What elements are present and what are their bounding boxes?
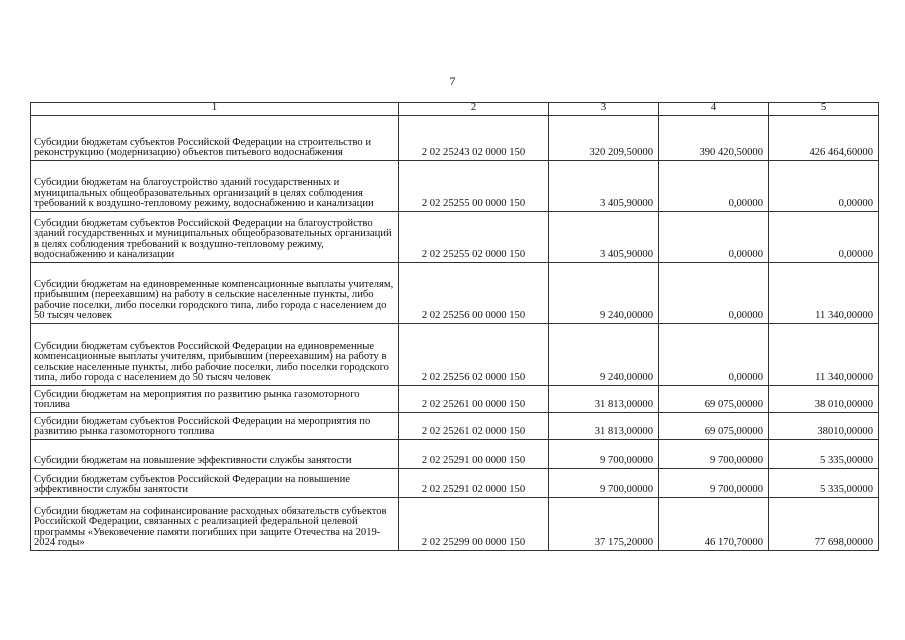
code-cell: 2 02 25291 02 0000 150 [399, 469, 549, 498]
description-cell: Субсидии бюджетам на мероприятия по развитию рынка газомоторного топлива [31, 386, 399, 413]
value-col5-cell: 38 010,00000 [769, 386, 879, 413]
value-col5-cell: 426 464,60000 [769, 116, 879, 161]
table-row [31, 386, 879, 413]
description-cell: Субсидии бюджетам на повышение эффективности службы занятости [31, 440, 399, 469]
code-cell: 2 02 25255 02 0000 150 [399, 212, 549, 263]
description-cell: Субсидии бюджетам субъектов Российской Федерации на единовременные компенсационные выплаты учителям, прибывшим (переехавшим) на работу в сельские населенные пункты, либо рабочие поселки, либо поселки городского типа, либо города с населением до 50 тысяч человек [31, 324, 399, 386]
value-col3-cell: 37 175,20000 [549, 498, 659, 551]
table-row [31, 212, 879, 263]
budget-table [30, 102, 879, 551]
code-cell: 2 02 25299 00 0000 150 [399, 498, 549, 551]
value-col5-cell: 5 335,00000 [769, 469, 879, 498]
value-col5-cell: 0,00000 [769, 161, 879, 212]
code-cell: 2 02 25256 00 0000 150 [399, 263, 549, 324]
code-cell: 2 02 25261 02 0000 150 [399, 413, 549, 440]
value-col5-cell: 0,00000 [769, 212, 879, 263]
code-cell: 2 02 25255 00 0000 150 [399, 161, 549, 212]
value-col5-cell: 5 335,00000 [769, 440, 879, 469]
value-col4-cell: 390 420,50000 [659, 116, 769, 161]
table-row [31, 116, 879, 161]
table-row [31, 324, 879, 386]
table-row [31, 161, 879, 212]
description-cell: Субсидии бюджетам субъектов Российской Федерации на мероприятия по развитию рынка газомоторного топлива [31, 413, 399, 440]
column-header: 3 [549, 103, 659, 116]
value-col4-cell: 9 700,00000 [659, 440, 769, 469]
value-col3-cell: 9 700,00000 [549, 469, 659, 498]
code-cell: 2 02 25291 00 0000 150 [399, 440, 549, 469]
value-col4-cell: 46 170,70000 [659, 498, 769, 551]
value-col3-cell: 320 209,50000 [549, 116, 659, 161]
column-header: 1 [31, 103, 399, 116]
code-cell: 2 02 25261 00 0000 150 [399, 386, 549, 413]
table-row [31, 413, 879, 440]
value-col5-cell: 77 698,00000 [769, 498, 879, 551]
value-col4-cell: 0,00000 [659, 212, 769, 263]
value-col4-cell: 0,00000 [659, 263, 769, 324]
column-header: 2 [399, 103, 549, 116]
value-col3-cell: 9 240,00000 [549, 324, 659, 386]
code-cell: 2 02 25243 02 0000 150 [399, 116, 549, 161]
value-col3-cell: 31 813,00000 [549, 386, 659, 413]
value-col3-cell: 3 405,90000 [549, 161, 659, 212]
value-col5-cell: 11 340,00000 [769, 263, 879, 324]
column-header: 4 [659, 103, 769, 116]
description-cell: Субсидии бюджетам на благоустройство зданий государственных и муниципальных общеобразовательных организаций в целях соблюдения требований к воздушно-тепловому режиму, водоснабжению и канализации [31, 161, 399, 212]
description-cell: Субсидии бюджетам на софинансирование расходных обязательств субъектов Российской Федерации, связанных с реализацией федеральной целевой программы «Увековечение памяти погибших при защите Отечества на 2019-2024 годы» [31, 498, 399, 551]
description-cell: Субсидии бюджетам субъектов Российской Федерации на повышение эффективности службы занятости [31, 469, 399, 498]
table-row [31, 263, 879, 324]
table-row [31, 469, 879, 498]
description-cell: Субсидии бюджетам субъектов Российской Федерации на строительство и реконструкцию (модернизацию) объектов питьевого водоснабжения [31, 116, 399, 161]
table-header-row [31, 103, 879, 116]
value-col4-cell: 69 075,00000 [659, 386, 769, 413]
table-row [31, 498, 879, 551]
value-col4-cell: 9 700,00000 [659, 469, 769, 498]
description-cell: Субсидии бюджетам на единовременные компенсационные выплаты учителям, прибывшим (переехавшим) на работу в сельские населенные пункты, либо рабочие поселки, либо поселки городского типа, либо города с населением до 50 тысяч человек [31, 263, 399, 324]
description-cell: Субсидии бюджетам субъектов Российской Федерации на благоустройство зданий государственных и муниципальных общеобразовательных организаций в целях соблюдения требований к воздушно-тепловому режиму, водоснабжению и канализации [31, 212, 399, 263]
value-col4-cell: 69 075,00000 [659, 413, 769, 440]
value-col3-cell: 3 405,90000 [549, 212, 659, 263]
column-header: 5 [769, 103, 879, 116]
value-col5-cell: 11 340,00000 [769, 324, 879, 386]
value-col3-cell: 31 813,00000 [549, 413, 659, 440]
value-col4-cell: 0,00000 [659, 161, 769, 212]
value-col5-cell: 38010,00000 [769, 413, 879, 440]
value-col3-cell: 9 700,00000 [549, 440, 659, 469]
value-col3-cell: 9 240,00000 [549, 263, 659, 324]
table-row [31, 440, 879, 469]
page-number: 7 [449, 74, 456, 88]
value-col4-cell: 0,00000 [659, 324, 769, 386]
code-cell: 2 02 25256 02 0000 150 [399, 324, 549, 386]
